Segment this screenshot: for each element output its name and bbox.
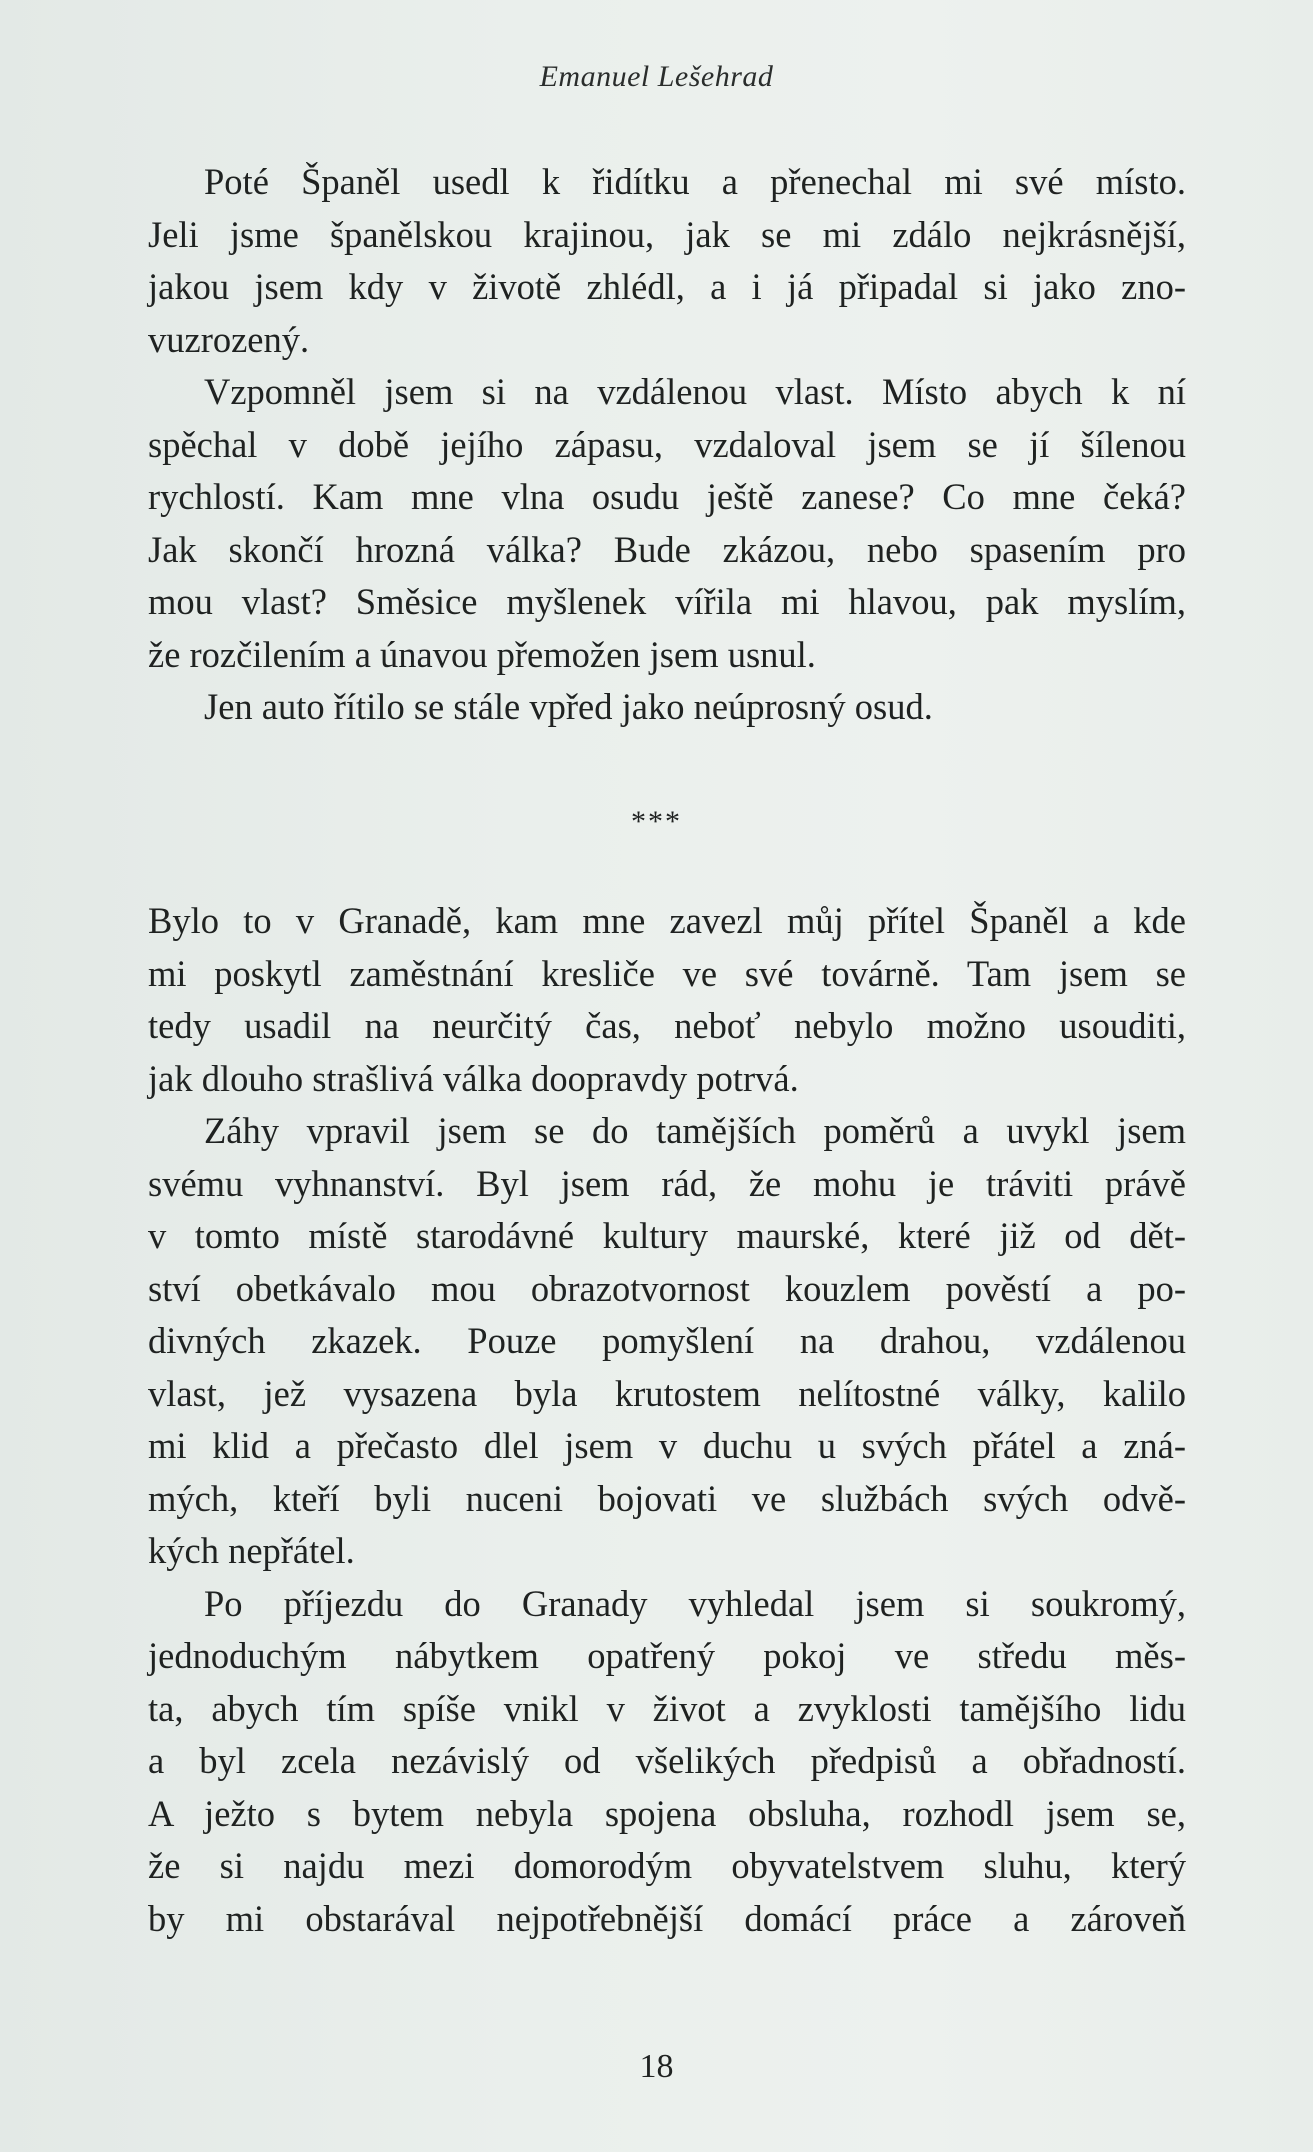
text-line: Bylo to v Granadě, kam mne zavezl můj přítel Španěl a kde [148,900,1186,941]
text-line: by mi obstarával nejpotřebnější domácí práce a zároveň [148,1897,1186,1939]
text-line: mi klid a přečasto dlel jsem v duchu u svých přátel a zná- [148,1425,1186,1466]
page-number: 18 [639,2048,674,2085]
text-line: mi poskytl zaměstnání kresliče ve své továrně. Tam jsem se [148,952,1186,994]
text-line: vlast, jež vysazena byla krutostem nelítostné války, kalilo [148,1372,1186,1414]
text-line: Jak skončí hrozná válka? Bude zkázou, nebo spasením pro [148,528,1186,570]
text-line: svému vyhnanství. Byl jsem rád, že mohu je tráviti právě [148,1162,1186,1204]
text-line: A ježto s bytem nebyla spojena obsluha, rozhodl jsem se, [148,1792,1186,1834]
section-separator: *** [631,805,682,838]
text-line: spěchal v době jejího zápasu, vzdaloval jsem se jí šílenou [148,423,1186,465]
text-section-1 [148,156,1186,734]
text-line: v tomto místě starodávné kultury maurské, které již od dět- [148,1215,1186,1256]
text-line: Poté Španěl usedl k řidítku a přenechal mi své místo. [204,161,1186,202]
text-line: jak dlouho strašlivá válka doopravdy potrvá. [148,1057,799,1099]
text-line: mých, kteří byli nuceni bojovati ve službách svých odvě- [148,1477,1186,1519]
text-line: jednoduchým nábytkem opatřený pokoj ve středu měs- [148,1635,1186,1676]
text-line: ství obetkávalo mou obrazotvornost kouzlem pověstí a po- [148,1267,1186,1309]
text-line: vuzrozený. [148,318,310,360]
text-line: mou vlast? Směsice myšlenek vířila mi hlavou, pak myslím, [148,581,1186,622]
text-line: jakou jsem kdy v životě zhlédl, a i já připadal si jako zno- [148,266,1186,307]
text-line: Jeli jsme španělskou krajinou, jak se mi zdálo nejkrásnější, [148,213,1186,255]
text-line: Jen auto řítilo se stále vpřed jako neúprosný osud. [204,686,933,727]
text-line: že si najdu mezi domorodým obyvatelstvem sluhu, který [148,1845,1186,1886]
text-line: kých nepřátel. [148,1530,355,1571]
text-line: Vzpomněl jsem si na vzdálenou vlast. Místo abych k ní [204,371,1186,412]
text-line: Záhy vpravil jsem se do tamějších poměrů a uvykl jsem [204,1110,1186,1151]
text-line: že rozčilením a únavou přemožen jsem usnul. [148,633,816,675]
text-section-2 [148,895,1186,1945]
text-line: a byl zcela nezávislý od všelikých předpisů a obřadností. [148,1740,1186,1781]
running-head-author: Emanuel Lešehrad [539,60,774,93]
text-line: Po příjezdu do Granady vyhledal jsem si soukromý, [204,1582,1186,1624]
text-line: rychlostí. Kam mne vlna osudu ještě zanese? Co mne čeká? [148,476,1186,517]
text-line: ta, abych tím spíše vnikl v život a zvyklosti tamějšího lidu [148,1687,1186,1729]
text-line: divných zkazek. Pouze pomyšlení na drahou, vzdálenou [148,1320,1186,1361]
text-line: tedy usadil na neurčitý čas, neboť nebylo možno usouditi, [148,1005,1186,1046]
